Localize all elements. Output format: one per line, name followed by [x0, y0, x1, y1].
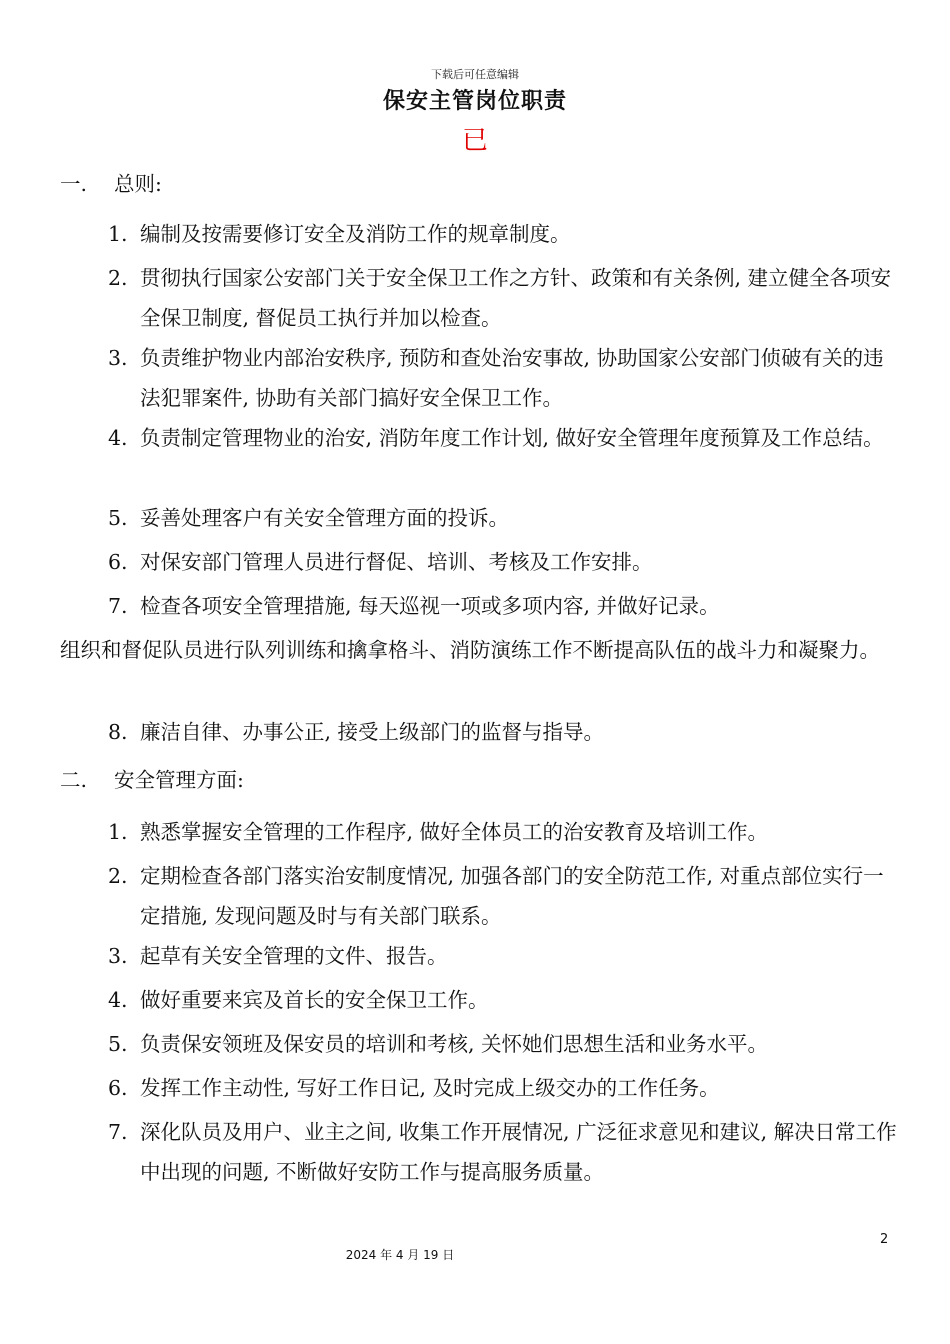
- item-text: 定期检查各部门落实治安制度情况, 加强各部门的安全防范工作, 对重点部位实行一定措施, 发现问题及时与有关部门联系。: [140, 864, 884, 928]
- item-number: 6.: [108, 1076, 128, 1100]
- page-number: 2: [880, 1232, 889, 1247]
- body-paragraph: 组织和督促队员进行队列训练和擒拿格斗、消防演练工作不断提高队伍的战斗力和凝聚力。: [60, 638, 880, 662]
- list-item: [108, 936, 898, 976]
- item-text: 负责制定管理物业的治安, 消防年度工作计划, 做好安全管理年度预算及工作总结。: [140, 426, 884, 450]
- item-text: 贯彻执行国家公安部门关于安全保卫工作之方针、政策和有关条例, 建立健全各项安全保卫制度, 督促员工执行并加以检查。: [140, 266, 892, 330]
- list-item: [108, 856, 898, 936]
- item-text: 廉洁自律、办事公正, 接受上级部门的监督与指导。: [140, 720, 605, 744]
- list-item: [108, 338, 898, 418]
- item-text: 检查各项安全管理措施, 每天巡视一项或多项内容, 并做好记录。: [140, 594, 720, 618]
- item-number: 5.: [108, 506, 128, 530]
- item-number: 5.: [108, 1032, 128, 1056]
- section-2-heading: [60, 760, 244, 800]
- footer-date: 2024 年 4 月 19 日: [345, 1248, 455, 1262]
- list-item: [108, 1112, 898, 1192]
- section-title: 总则:: [114, 172, 162, 196]
- list-item: [108, 498, 898, 538]
- list-item: [108, 418, 898, 458]
- item-text: 妥善处理客户有关安全管理方面的投诉。: [140, 506, 509, 530]
- item-number: 4.: [108, 988, 128, 1012]
- item-text: 负责保安领班及保安员的培训和考核, 关怀她们思想生活和业务水平。: [140, 1032, 769, 1056]
- item-number: 2.: [108, 266, 128, 290]
- section-number: 二.: [60, 768, 88, 792]
- list-item: [108, 980, 898, 1020]
- item-text: 深化队员及用户、业主之间, 收集工作开展情况, 广泛征求意见和建议, 解决日常工作中出现的问题, 不断做好安防工作与提高服务质量。: [140, 1120, 897, 1184]
- list-item: [108, 1068, 898, 1108]
- list-item: [108, 258, 898, 338]
- item-text: 熟悉掌握安全管理的工作程序, 做好全体员工的治安教育及培训工作。: [140, 820, 769, 844]
- section-1-heading: [60, 164, 162, 204]
- item-number: 7.: [108, 594, 128, 618]
- list-item: [108, 542, 898, 582]
- item-text: 起草有关安全管理的文件、报告。: [140, 944, 448, 968]
- item-number: 8.: [108, 720, 128, 744]
- item-text: 发挥工作主动性, 写好工作日记, 及时完成上级交办的工作任务。: [140, 1076, 720, 1100]
- item-text: 编制及按需要修订安全及消防工作的规章制度。: [140, 222, 571, 246]
- document-title: 保安主管岗位职责: [382, 89, 567, 114]
- item-number: 2.: [108, 864, 128, 888]
- header-note: 下载后可任意编辑: [431, 68, 519, 81]
- red-mark: 已: [461, 126, 488, 156]
- item-text: 负责维护物业内部治安秩序, 预防和查处治安事故, 协助国家公安部门侦破有关的违法犯罪案件, 协助有关部门搞好安全保卫工作。: [140, 346, 884, 410]
- list-item: [108, 1024, 898, 1064]
- list-item: [108, 214, 898, 254]
- list-item: [108, 712, 898, 752]
- item-text: 对保安部门管理人员进行督促、培训、考核及工作安排。: [140, 550, 653, 574]
- list-item: [108, 812, 898, 852]
- section-number: 一.: [60, 172, 88, 196]
- item-number: 3.: [108, 346, 128, 370]
- list-item: [108, 586, 898, 626]
- item-number: 6.: [108, 550, 128, 574]
- section-title: 安全管理方面:: [114, 768, 244, 792]
- item-number: 7.: [108, 1120, 128, 1144]
- item-number: 1.: [108, 222, 128, 246]
- item-text: 做好重要来宾及首长的安全保卫工作。: [140, 988, 489, 1012]
- item-number: 3.: [108, 944, 128, 968]
- item-number: 4.: [108, 426, 128, 450]
- item-number: 1.: [108, 820, 128, 844]
